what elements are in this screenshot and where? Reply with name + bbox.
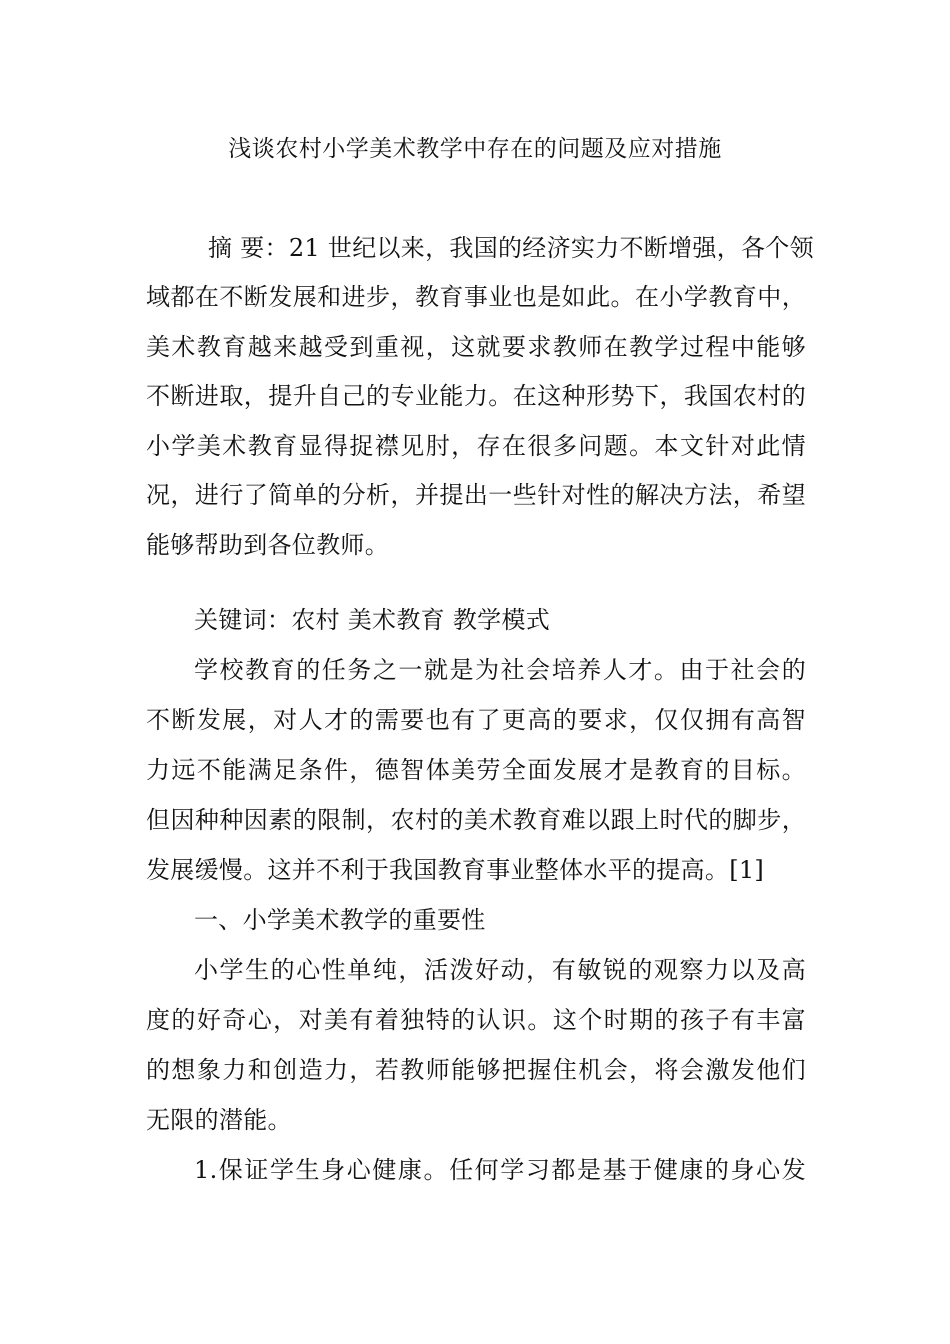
- intro-line: 力远不能满足条件，德智体美劳全面发展才是教育的目标。: [146, 756, 806, 784]
- keywords-line: 关键词：农村 美术教育 教学模式: [194, 606, 551, 634]
- intro-line: 学校教育的任务之一就是为社会培养人才。由于社会的: [194, 656, 806, 684]
- abstract-line: 况，进行了简单的分析，并提出一些针对性的解决方法，希望: [146, 481, 806, 509]
- abstract-line: 美术教育越来越受到重视，这就要求教师在教学过程中能够: [146, 333, 806, 361]
- section-line: 无限的潜能。: [146, 1106, 292, 1134]
- section-line: 度的好奇心，对美有着独特的认识。这个时期的孩子有丰富: [146, 1006, 806, 1034]
- intro-line: 不断发展，对人才的需要也有了更高的要求，仅仅拥有高智: [146, 706, 806, 734]
- intro-line: 发展缓慢。这并不利于我国教育事业整体水平的提高。[1]: [146, 856, 765, 884]
- abstract-line: 能够帮助到各位教师。: [146, 531, 389, 559]
- section-line: 小学生的心性单纯，活泼好动，有敏锐的观察力以及高: [194, 956, 806, 984]
- intro-line: 但因种种因素的限制，农村的美术教育难以跟上时代的脚步，: [146, 806, 806, 834]
- document-title: 浅谈农村小学美术教学中存在的问题及应对措施: [228, 136, 722, 162]
- point-one-line: 1.保证学生身心健康。任何学习都是基于健康的身心发: [194, 1156, 806, 1184]
- abstract-line: 域都在不断发展和进步，教育事业也是如此。在小学教育中，: [146, 283, 806, 311]
- abstract-line: 小学美术教育显得捉襟见肘，存在很多问题。本文针对此情: [146, 432, 806, 460]
- abstract-line: 摘 要：21 世纪以来，我国的经济实力不断增强，各个领: [208, 234, 814, 262]
- section-heading: 一、小学美术教学的重要性: [194, 906, 486, 934]
- abstract-line: 不断进取，提升自己的专业能力。在这种形势下，我国农村的: [146, 382, 806, 410]
- section-line: 的想象力和创造力，若教师能够把握住机会，将会激发他们: [146, 1056, 806, 1084]
